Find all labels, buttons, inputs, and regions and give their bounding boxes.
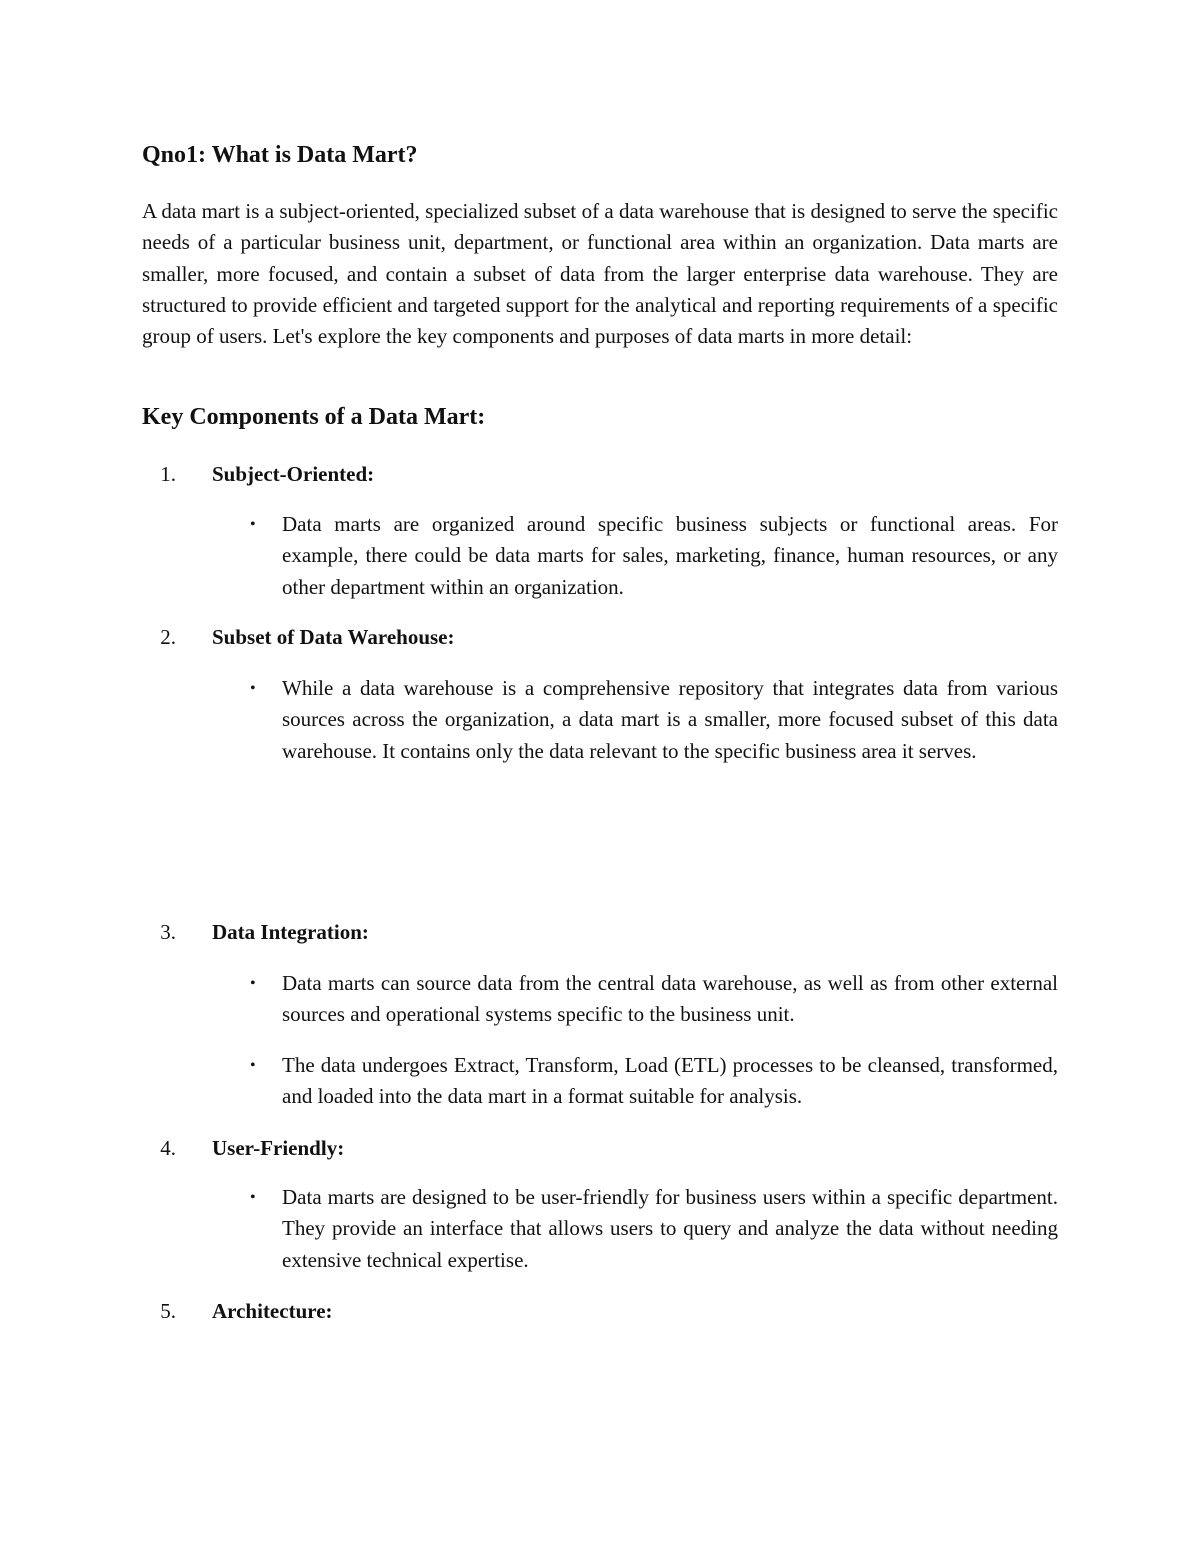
item-title: Subset of Data Warehouse: — [212, 625, 455, 649]
bullet-icon: • — [250, 1189, 256, 1206]
bullet-paragraph — [250, 1050, 1058, 1113]
item-title: Subject-Oriented: — [212, 462, 375, 486]
list-item-subject-oriented — [142, 459, 1058, 599]
list-item-architecture — [142, 1296, 1058, 1327]
bullet-paragraph — [250, 673, 1058, 767]
item-number: 5. — [160, 1299, 176, 1323]
bullet-paragraph — [250, 968, 1058, 1031]
bullet-text: Data marts are designed to be user-friendly for business users within a specific department. They provide an interface that allows users to query and analyze the data without needing extensive technical expertise. — [282, 1185, 1058, 1272]
bullet-icon: • — [250, 680, 256, 697]
intro-paragraph: A data mart is a subject-oriented, specialized subset of a data warehouse that is designed to serve the specific needs of a particular business unit, department, or functional area within an organization. Data marts are smaller, more focused, and contain a subset of data from the larger enterprise data warehouse. They are structured to provide efficient and targeted support for the analytical and reporting requirements of a specific group of users. Let's explore the key components and purposes of data marts in more detail: — [142, 199, 1058, 349]
bullet-icon: • — [250, 975, 256, 992]
list-item-data-integration — [142, 917, 1058, 1109]
bullet-paragraph — [250, 509, 1058, 603]
section-heading: Key Components of a Data Mart: — [142, 404, 486, 430]
bullet-text: Data marts can source data from the central data warehouse, as well as from other external sources and operational systems specific to the business unit. — [282, 971, 1058, 1027]
page-title: Qno1: What is Data Mart? — [142, 142, 418, 168]
item-number: 4. — [160, 1136, 176, 1160]
bullet-icon: • — [250, 516, 256, 533]
bullet-text: Data marts are organized around specific business subjects or functional areas. For example, there could be data marts for sales, marketing, finance, human resources, or any other department within an organization. — [282, 512, 1058, 599]
bullet-icon: • — [250, 1057, 256, 1074]
bullet-text: The data undergoes Extract, Transform, Load (ETL) processes to be cleansed, transformed, and loaded into the data mart in a format suitable for analysis. — [282, 1053, 1058, 1109]
bullet-text: While a data warehouse is a comprehensive repository that integrates data from various sources across the organization, a data mart is a smaller, more focused subset of this data warehouse. It contains only the data relevant to the specific business area it serves. — [282, 676, 1058, 763]
bullet-paragraph — [250, 1182, 1058, 1276]
item-title: Architecture: — [212, 1299, 333, 1323]
item-number: 1. — [160, 462, 176, 486]
item-number: 3. — [160, 920, 176, 944]
item-number: 2. — [160, 625, 176, 649]
list-item-user-friendly — [142, 1133, 1058, 1272]
item-title: Data Integration: — [212, 920, 369, 944]
item-title: User-Friendly: — [212, 1136, 345, 1160]
list-item-subset-of-data-warehouse — [142, 622, 1058, 763]
